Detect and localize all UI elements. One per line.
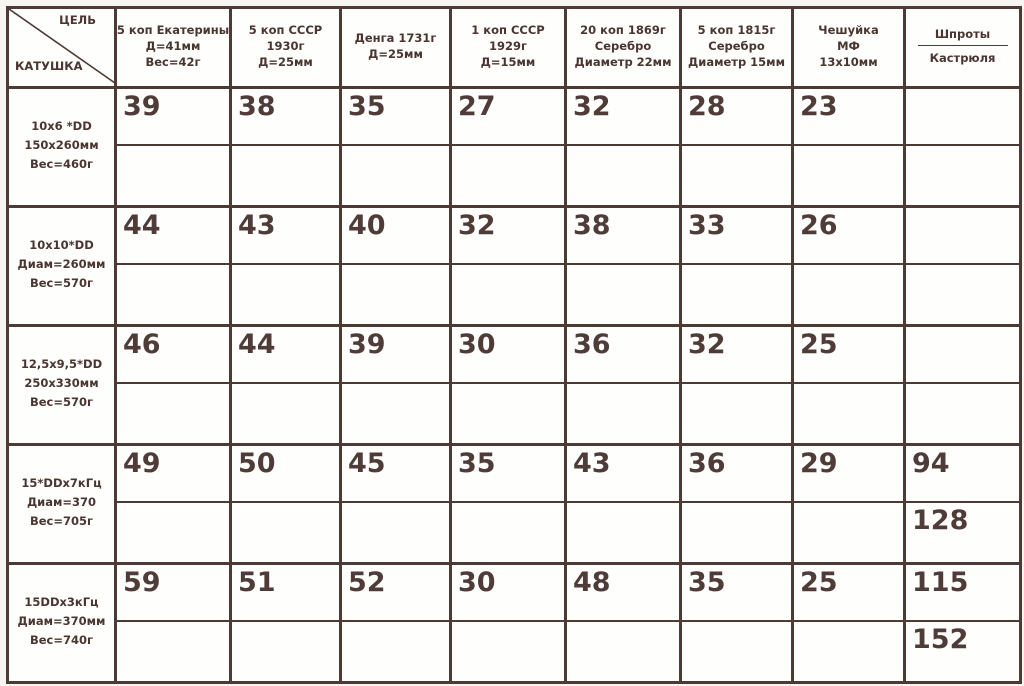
- depth-value: 36: [688, 448, 726, 479]
- cell-bottom-half: [906, 146, 1019, 202]
- target-header-line: МФ: [837, 39, 860, 53]
- depth-value: 39: [348, 329, 386, 360]
- cell-bottom-half: [567, 622, 679, 678]
- depth-value: 46: [123, 329, 161, 360]
- depth-value: 128: [912, 505, 969, 536]
- cell-top-half: [794, 565, 903, 622]
- cell-top-half: [342, 446, 449, 503]
- coil-header: [8, 207, 116, 326]
- cell-top-half: [906, 327, 1019, 384]
- cell-bottom-half: [117, 503, 229, 559]
- results-sheet: [6, 6, 1019, 682]
- depth-value: 23: [800, 91, 838, 122]
- coil-spec-line: Вес=570г: [29, 395, 94, 409]
- depth-value: 30: [458, 567, 496, 598]
- depth-value: 36: [573, 329, 611, 360]
- result-cell: [341, 88, 451, 207]
- depth-value: 48: [573, 567, 611, 598]
- cell-bottom-half: [906, 503, 1019, 559]
- cell-bottom-half: [342, 146, 449, 202]
- target-header-2: [231, 8, 341, 88]
- result-cell: [793, 88, 905, 207]
- cell-bottom-half: [117, 622, 229, 678]
- result-cell: [451, 207, 566, 326]
- depth-value: 38: [238, 91, 276, 122]
- coil-row: [8, 445, 1021, 564]
- result-cell: [566, 88, 681, 207]
- cell-top-half: [232, 208, 339, 265]
- coil-row: [8, 564, 1021, 683]
- depth-value: 115: [912, 567, 969, 598]
- target-header-line: 5 коп 1815г: [697, 23, 776, 37]
- result-cell: [681, 207, 793, 326]
- cell-top-half: [906, 446, 1019, 503]
- depth-value: 52: [348, 567, 386, 598]
- coil-header: [8, 88, 116, 207]
- cell-top-half: [117, 89, 229, 146]
- cell-top-half: [906, 565, 1019, 622]
- result-cell: [681, 445, 793, 564]
- depth-value: 29: [800, 448, 838, 479]
- cell-bottom-half: [567, 146, 679, 202]
- coil-spec-line: Диам=370: [26, 495, 97, 509]
- coil-spec-line: 15*DDх7кГц: [21, 476, 102, 490]
- cell-top-half: [232, 565, 339, 622]
- result-cell: [231, 326, 341, 445]
- coil-spec-line: Диам=260мм: [17, 257, 106, 271]
- result-cell: [793, 326, 905, 445]
- cell-bottom-half: [117, 265, 229, 321]
- depth-value: 152: [912, 624, 969, 655]
- coil-header: [8, 564, 116, 683]
- cell-top-half: [567, 327, 679, 384]
- result-cell: [566, 326, 681, 445]
- cell-bottom-half: [232, 622, 339, 678]
- cell-bottom-half: [232, 265, 339, 321]
- depth-value: 38: [573, 210, 611, 241]
- results-table: [6, 6, 1022, 684]
- cell-top-half: [794, 208, 903, 265]
- corner-target-label: ЦЕЛЬ: [59, 13, 96, 27]
- result-cell: [905, 564, 1021, 683]
- coil-spec-line: Вес=460г: [29, 157, 94, 171]
- target-header-line: Диаметр 15мм: [688, 55, 785, 69]
- result-cell: [231, 445, 341, 564]
- cell-bottom-half: [117, 384, 229, 440]
- target-header-line: Д=25мм: [258, 55, 313, 69]
- depth-value: 32: [688, 329, 726, 360]
- depth-value: 35: [688, 567, 726, 598]
- cell-bottom-half: [794, 622, 903, 678]
- cell-top-half: [906, 208, 1019, 265]
- depth-value: 43: [573, 448, 611, 479]
- cell-bottom-half: [452, 503, 564, 559]
- target-header-line: 20 коп 1869г: [580, 23, 666, 37]
- cell-bottom-half: [906, 384, 1019, 440]
- target-header-8: [905, 8, 1021, 88]
- depth-value: 59: [123, 567, 161, 598]
- coil-spec-line: 150х260мм: [24, 138, 99, 152]
- cell-bottom-half: [682, 146, 791, 202]
- coil-spec-line: Вес=570г: [29, 276, 94, 290]
- result-cell: [566, 207, 681, 326]
- depth-value: 27: [458, 91, 496, 122]
- result-cell: [451, 326, 566, 445]
- result-cell: [793, 445, 905, 564]
- cell-top-half: [567, 565, 679, 622]
- target-header-line: Диаметр 22мм: [574, 55, 672, 69]
- cell-bottom-half: [452, 384, 564, 440]
- cell-top-half: [342, 89, 449, 146]
- depth-value: 51: [238, 567, 276, 598]
- result-cell: [341, 326, 451, 445]
- result-cell: [116, 207, 231, 326]
- depth-value: 25: [800, 329, 838, 360]
- depth-value: 30: [458, 329, 496, 360]
- coil-row: [8, 326, 1021, 445]
- depth-value: 50: [238, 448, 276, 479]
- cell-top-half: [794, 89, 903, 146]
- coil-header: [8, 326, 116, 445]
- depth-value: 26: [800, 210, 838, 241]
- cell-top-half: [232, 446, 339, 503]
- target-header-line: Вес=42г: [145, 55, 201, 69]
- target-header-line: Серебро: [594, 39, 652, 53]
- cell-top-half: [232, 89, 339, 146]
- coil-header: [8, 445, 116, 564]
- cell-top-half: [794, 327, 903, 384]
- cell-bottom-half: [342, 503, 449, 559]
- result-cell: [451, 445, 566, 564]
- result-cell: [116, 326, 231, 445]
- depth-value: 32: [458, 210, 496, 241]
- cell-top-half: [906, 89, 1019, 146]
- result-cell: [341, 445, 451, 564]
- cell-bottom-half: [117, 146, 229, 202]
- cell-bottom-half: [232, 146, 339, 202]
- target-header-line: Чешуйка: [818, 23, 879, 37]
- cell-bottom-half: [342, 265, 449, 321]
- cell-top-half: [452, 446, 564, 503]
- cell-top-half: [232, 327, 339, 384]
- coil-spec-line: 10х6 *DD: [31, 119, 92, 133]
- result-cell: [905, 207, 1021, 326]
- cell-top-half: [117, 565, 229, 622]
- target-header-1: [116, 8, 231, 88]
- cell-bottom-half: [342, 622, 449, 678]
- depth-value: 39: [123, 91, 161, 122]
- result-cell: [231, 564, 341, 683]
- cell-top-half: [682, 89, 791, 146]
- result-cell: [341, 564, 451, 683]
- target-header-6: [681, 8, 793, 88]
- target-header-line: 1929г: [488, 39, 527, 53]
- cell-bottom-half: [682, 622, 791, 678]
- cell-top-half: [117, 446, 229, 503]
- cell-bottom-half: [682, 503, 791, 559]
- result-cell: [116, 445, 231, 564]
- coil-spec-line: Вес=705г: [29, 514, 94, 528]
- cell-top-half: [342, 208, 449, 265]
- cell-bottom-half: [682, 265, 791, 321]
- depth-value: 28: [688, 91, 726, 122]
- cell-top-half: [452, 327, 564, 384]
- cell-top-half: [117, 208, 229, 265]
- coil-spec-line: Диам=370мм: [17, 614, 106, 628]
- result-cell: [231, 88, 341, 207]
- cell-top-half: [567, 208, 679, 265]
- cell-top-half: [682, 446, 791, 503]
- target-header-4: [451, 8, 566, 88]
- result-cell: [231, 207, 341, 326]
- coil-spec-line: 250х330мм: [24, 376, 99, 390]
- depth-value: 45: [348, 448, 386, 479]
- result-cell: [451, 564, 566, 683]
- target-header-line: Денга 1731г: [354, 31, 437, 45]
- depth-value: 25: [800, 567, 838, 598]
- depth-value: 94: [912, 448, 950, 479]
- cell-top-half: [452, 565, 564, 622]
- cell-top-half: [567, 89, 679, 146]
- result-cell: [905, 445, 1021, 564]
- target-header-5: [566, 8, 681, 88]
- coil-spec-line: Вес=740г: [29, 633, 94, 647]
- result-cell: [681, 88, 793, 207]
- cell-top-half: [567, 446, 679, 503]
- cell-top-half: [682, 327, 791, 384]
- coil-spec-line: 15DDх3кГц: [24, 595, 99, 609]
- cell-bottom-half: [567, 265, 679, 321]
- target-header-line: 5 коп Екатерины: [116, 23, 230, 37]
- depth-value: 40: [348, 210, 386, 241]
- cell-bottom-half: [794, 503, 903, 559]
- depth-value: 33: [688, 210, 726, 241]
- cell-bottom-half: [452, 146, 564, 202]
- coil-spec-line: 12,5х9,5*DD: [20, 357, 103, 371]
- corner-coil-label: КАТУШКА: [15, 59, 83, 73]
- depth-value: 35: [458, 448, 496, 479]
- result-cell: [905, 326, 1021, 445]
- target-header-3: [341, 8, 451, 88]
- depth-value: 49: [123, 448, 161, 479]
- result-cell: [566, 445, 681, 564]
- depth-value: 32: [573, 91, 611, 122]
- cell-bottom-half: [452, 622, 564, 678]
- result-cell: [116, 564, 231, 683]
- cell-bottom-half: [567, 384, 679, 440]
- cell-top-half: [342, 327, 449, 384]
- header-row: [8, 8, 1021, 88]
- cell-bottom-half: [682, 384, 791, 440]
- cell-bottom-half: [342, 384, 449, 440]
- coil-row: [8, 88, 1021, 207]
- target-header-line: Серебро: [708, 39, 765, 53]
- target-header-line: Д=41мм: [145, 39, 201, 53]
- result-cell: [116, 88, 231, 207]
- cell-bottom-half: [794, 265, 903, 321]
- coil-spec-line: 10х10*DD: [29, 238, 94, 252]
- cell-bottom-half: [232, 384, 339, 440]
- cell-top-half: [452, 208, 564, 265]
- result-cell: [793, 564, 905, 683]
- target-header-line: 13х10мм: [819, 55, 878, 69]
- corner-cell: [8, 8, 116, 88]
- target-header-line: 5 коп СССР: [248, 23, 323, 37]
- result-cell: [341, 207, 451, 326]
- target-header-top-label: Шпроты: [934, 27, 991, 41]
- cell-top-half: [682, 208, 791, 265]
- cell-bottom-half: [232, 503, 339, 559]
- cell-bottom-half: [567, 503, 679, 559]
- target-header-line: 1 коп СССР: [471, 23, 545, 37]
- cell-bottom-half: [906, 265, 1019, 321]
- coil-row: [8, 207, 1021, 326]
- target-header-7: [793, 8, 905, 88]
- result-cell: [905, 88, 1021, 207]
- target-header-bottom-label: Кастрюля: [929, 51, 996, 65]
- cell-bottom-half: [452, 265, 564, 321]
- cell-top-half: [452, 89, 564, 146]
- result-cell: [451, 88, 566, 207]
- result-cell: [793, 207, 905, 326]
- cell-bottom-half: [794, 384, 903, 440]
- result-cell: [681, 326, 793, 445]
- depth-value: 44: [238, 329, 276, 360]
- target-header-line: Д=15мм: [480, 55, 536, 69]
- header-divider: [918, 45, 1008, 46]
- cell-bottom-half: [906, 622, 1019, 678]
- cell-top-half: [117, 327, 229, 384]
- depth-value: 43: [238, 210, 276, 241]
- cell-top-half: [342, 565, 449, 622]
- cell-top-half: [682, 565, 791, 622]
- depth-value: 44: [123, 210, 161, 241]
- target-header-line: Д=25мм: [368, 47, 423, 61]
- depth-value: 35: [348, 91, 386, 122]
- cell-top-half: [794, 446, 903, 503]
- target-header-line: 1930г: [266, 39, 305, 53]
- result-cell: [681, 564, 793, 683]
- cell-bottom-half: [794, 146, 903, 202]
- result-cell: [566, 564, 681, 683]
